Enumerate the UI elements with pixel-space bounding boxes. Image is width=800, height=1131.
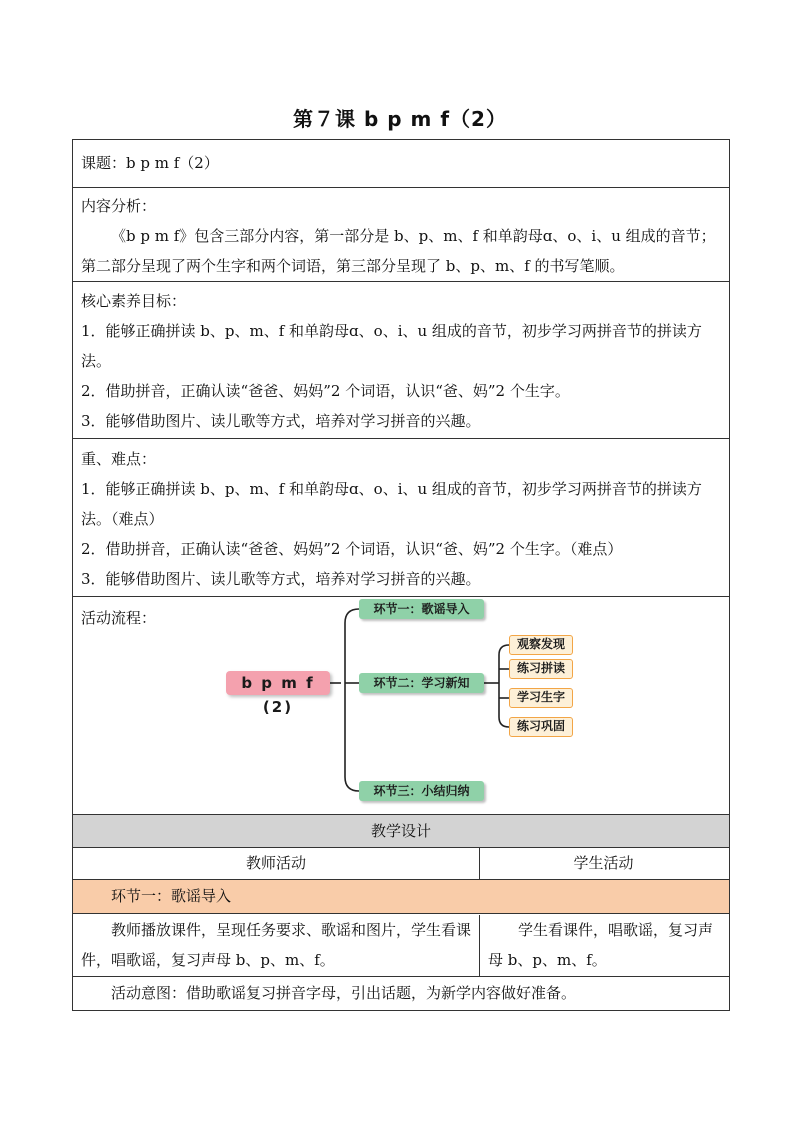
key-points-heading: 重、难点：	[81, 450, 157, 468]
goals-heading: 核心素养目标：	[81, 292, 187, 310]
key-point-item: 2．借助拼音，正确认读“爸爸、妈妈”2 个词语，认识“爸、妈”2 个生字。（难点）	[81, 540, 623, 558]
flow-sub-node: 观察发现	[509, 635, 573, 655]
flow-root-node: b p m f (2)	[226, 671, 330, 695]
activity-intent-text: 活动意图：借助歌谣复习拼音字母，引出话题，为新学内容做好准备。	[111, 984, 577, 1002]
analysis-heading: 内容分析：	[81, 197, 157, 215]
student-column-header: 学生活动	[573, 854, 634, 872]
intent-row	[73, 977, 729, 1010]
section1-content-row	[73, 914, 729, 977]
topic-row	[73, 140, 729, 188]
flow-sub-node: 学习生字	[509, 688, 573, 708]
key-points-row	[73, 439, 729, 597]
key-point-item: 3．能够借助图片、读儿歌等方式，培养对学习拼音的兴趣。	[81, 570, 481, 588]
student-activity-text: 学生看课件，唱歌谣，复习声母 b、p、m、f。	[488, 921, 714, 969]
flow-sub-node: 练习拼读	[509, 659, 573, 679]
flow-step2-node: 环节二：学习新知	[359, 673, 484, 693]
key-point-item: 1．能够正确拼读 b、p、m、f 和单韵母ɑ、o、i、u 组成的音节，初步学习两拼音节的拼读方法。（难点）	[81, 480, 702, 528]
goals-row	[73, 282, 729, 439]
flow-step1-node: 环节一：歌谣导入	[359, 599, 484, 619]
page-title: 第７课 b p m f（2）	[293, 107, 507, 131]
goal-item: 3．能够借助图片、读儿歌等方式，培养对学习拼音的兴趣。	[81, 412, 481, 430]
column-header-row	[73, 848, 729, 880]
connector-bracket-main	[345, 609, 359, 791]
topic-text: 课题：b p m f（2）	[81, 154, 219, 172]
section1-row	[73, 880, 729, 914]
flow-step3-node: 环节三：小结归纳	[359, 781, 484, 801]
design-header-row	[73, 815, 729, 848]
design-heading: 教学设计	[370, 822, 431, 840]
connector-bracket-sub	[499, 645, 509, 727]
section1-title: 环节一：歌谣导入	[111, 887, 232, 905]
flow-sub-node: 练习巩固	[509, 717, 573, 737]
teacher-activity-text: 教师播放课件，呈现任务要求、歌谣和图片，学生看课件，唱歌谣，复习声母 b、p、m、f。	[73, 915, 480, 976]
analysis-text: 《b p m f》包含三部分内容，第一部分是 b、p、m、f 和单韵母ɑ、o、i、u 组成的音节；第二部分呈现了两个生字和两个词语，第三部分呈现了 b、p、m、f 的书写笔顺。	[81, 227, 716, 275]
lesson-table	[72, 139, 730, 1011]
flow-heading: 活动流程：	[81, 609, 157, 627]
goal-item: 2．借助拼音，正确认读“爸爸、妈妈”2 个词语，认识“爸、妈”2 个生字。	[81, 382, 570, 400]
goal-item: 1．能够正确拼读 b、p、m、f 和单韵母ɑ、o、i、u 组成的音节，初步学习两拼音节的拼读方法。	[81, 322, 702, 370]
analysis-row	[73, 188, 729, 282]
teacher-column-header: 教师活动	[73, 848, 480, 879]
activity-flow-row	[73, 597, 729, 815]
